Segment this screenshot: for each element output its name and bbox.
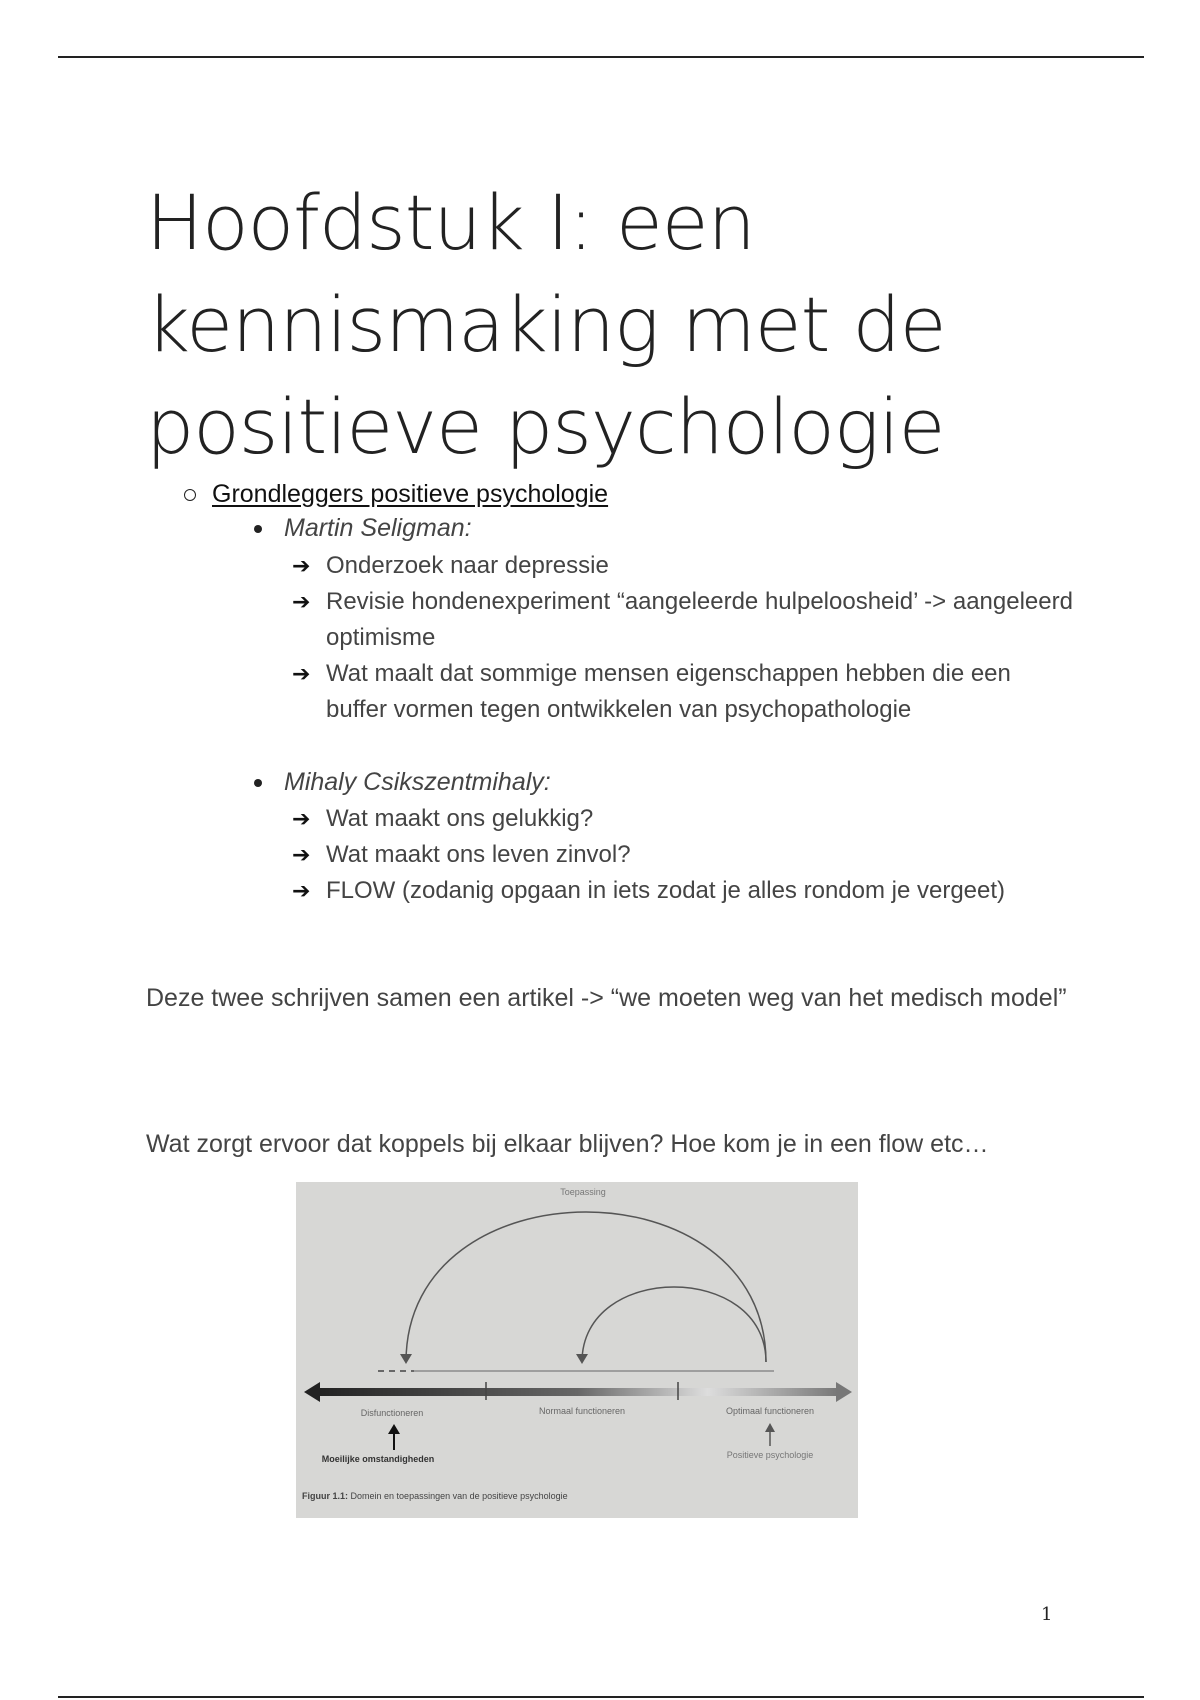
title-line-1: Hoofdstuk I: een [146, 178, 755, 267]
list-item: ➔ Revisie hondenexperiment “aangeleerde hulpeloosheid’ -> aangeleerd optimisme [292, 584, 1076, 656]
right-cause-label: Positieve psychologie [726, 1450, 814, 1460]
person-seligman [254, 514, 472, 543]
up-arrowhead-left [388, 1424, 400, 1434]
segment-label: Normaal functioneren [538, 1406, 626, 1416]
csikszentmihaly-points [292, 801, 1076, 909]
bullet-dot-icon [254, 525, 262, 533]
title-line-3: positieve psychologie [146, 382, 945, 471]
figure-diagram [296, 1182, 858, 1518]
list-item: ➔ Wat maakt ons gelukkig? [292, 801, 1076, 837]
list-item: ➔ Wat maakt ons leven zinvol? [292, 837, 1076, 873]
arrow-right-icon: ➔ [292, 842, 311, 867]
figure-caption: Figuur 1.1: Domein en toepassingen van de positieve psychologie [302, 1491, 568, 1501]
up-arrowhead-right [765, 1423, 775, 1432]
arrow-right-icon: ➔ [292, 553, 311, 578]
small-arc-arrowhead [576, 1354, 588, 1364]
segment-label: Disfunctioneren [360, 1408, 424, 1418]
axis-bar [316, 1388, 838, 1396]
list-item: ➔ Wat maalt dat sommige mensen eigenschappen hebben die een buffer vormen tegen ontwikkelen van psychopathologie [292, 656, 1076, 728]
arrow-right-icon: ➔ [292, 661, 311, 686]
section-heading-label: Grondleggers positieve psychologie [212, 480, 609, 508]
list-item: ➔ Onderzoek naar depressie [292, 548, 1076, 584]
bullet-dot-icon [254, 779, 262, 787]
person-csikszentmihaly [254, 768, 551, 797]
person-name: Mihaly Csikszentmihaly: [284, 768, 551, 796]
list-item: ➔ FLOW (zodanig opgaan in iets zodat je alles rondom je vergeet) [292, 873, 1076, 909]
paragraph-article: Deze twee schrijven samen een artikel -> “we moeten weg van het medisch model” [146, 984, 1067, 1012]
large-arc-arrowhead [400, 1354, 412, 1364]
arrow-right-icon: ➔ [292, 589, 311, 614]
title-line-2: kennismaking met de [146, 280, 946, 369]
bottom-rule [58, 1696, 1144, 1698]
axis-right-arrowhead [836, 1382, 852, 1402]
left-cause-label: Moeilijke omstandigheden [321, 1454, 435, 1464]
top-rule [58, 56, 1144, 58]
arrow-right-icon: ➔ [292, 878, 311, 903]
circle-bullet-icon [184, 489, 196, 501]
small-arc [582, 1287, 766, 1362]
page-number: 1 [1041, 1604, 1053, 1625]
figure-photo [296, 1182, 858, 1518]
segment-label: Optimaal functioneren [725, 1406, 815, 1416]
axis-left-arrowhead [304, 1382, 320, 1402]
paragraph-question: Wat zorgt ervoor dat koppels bij elkaar blijven? Hoe kom je in een flow etc… [146, 1130, 989, 1158]
figure-top-label: Toepassing [560, 1187, 606, 1197]
section-heading [184, 480, 608, 509]
person-name: Martin Seligman: [284, 514, 472, 542]
arrow-right-icon: ➔ [292, 806, 311, 831]
seligman-points [292, 548, 1076, 728]
chapter-title [146, 172, 946, 478]
